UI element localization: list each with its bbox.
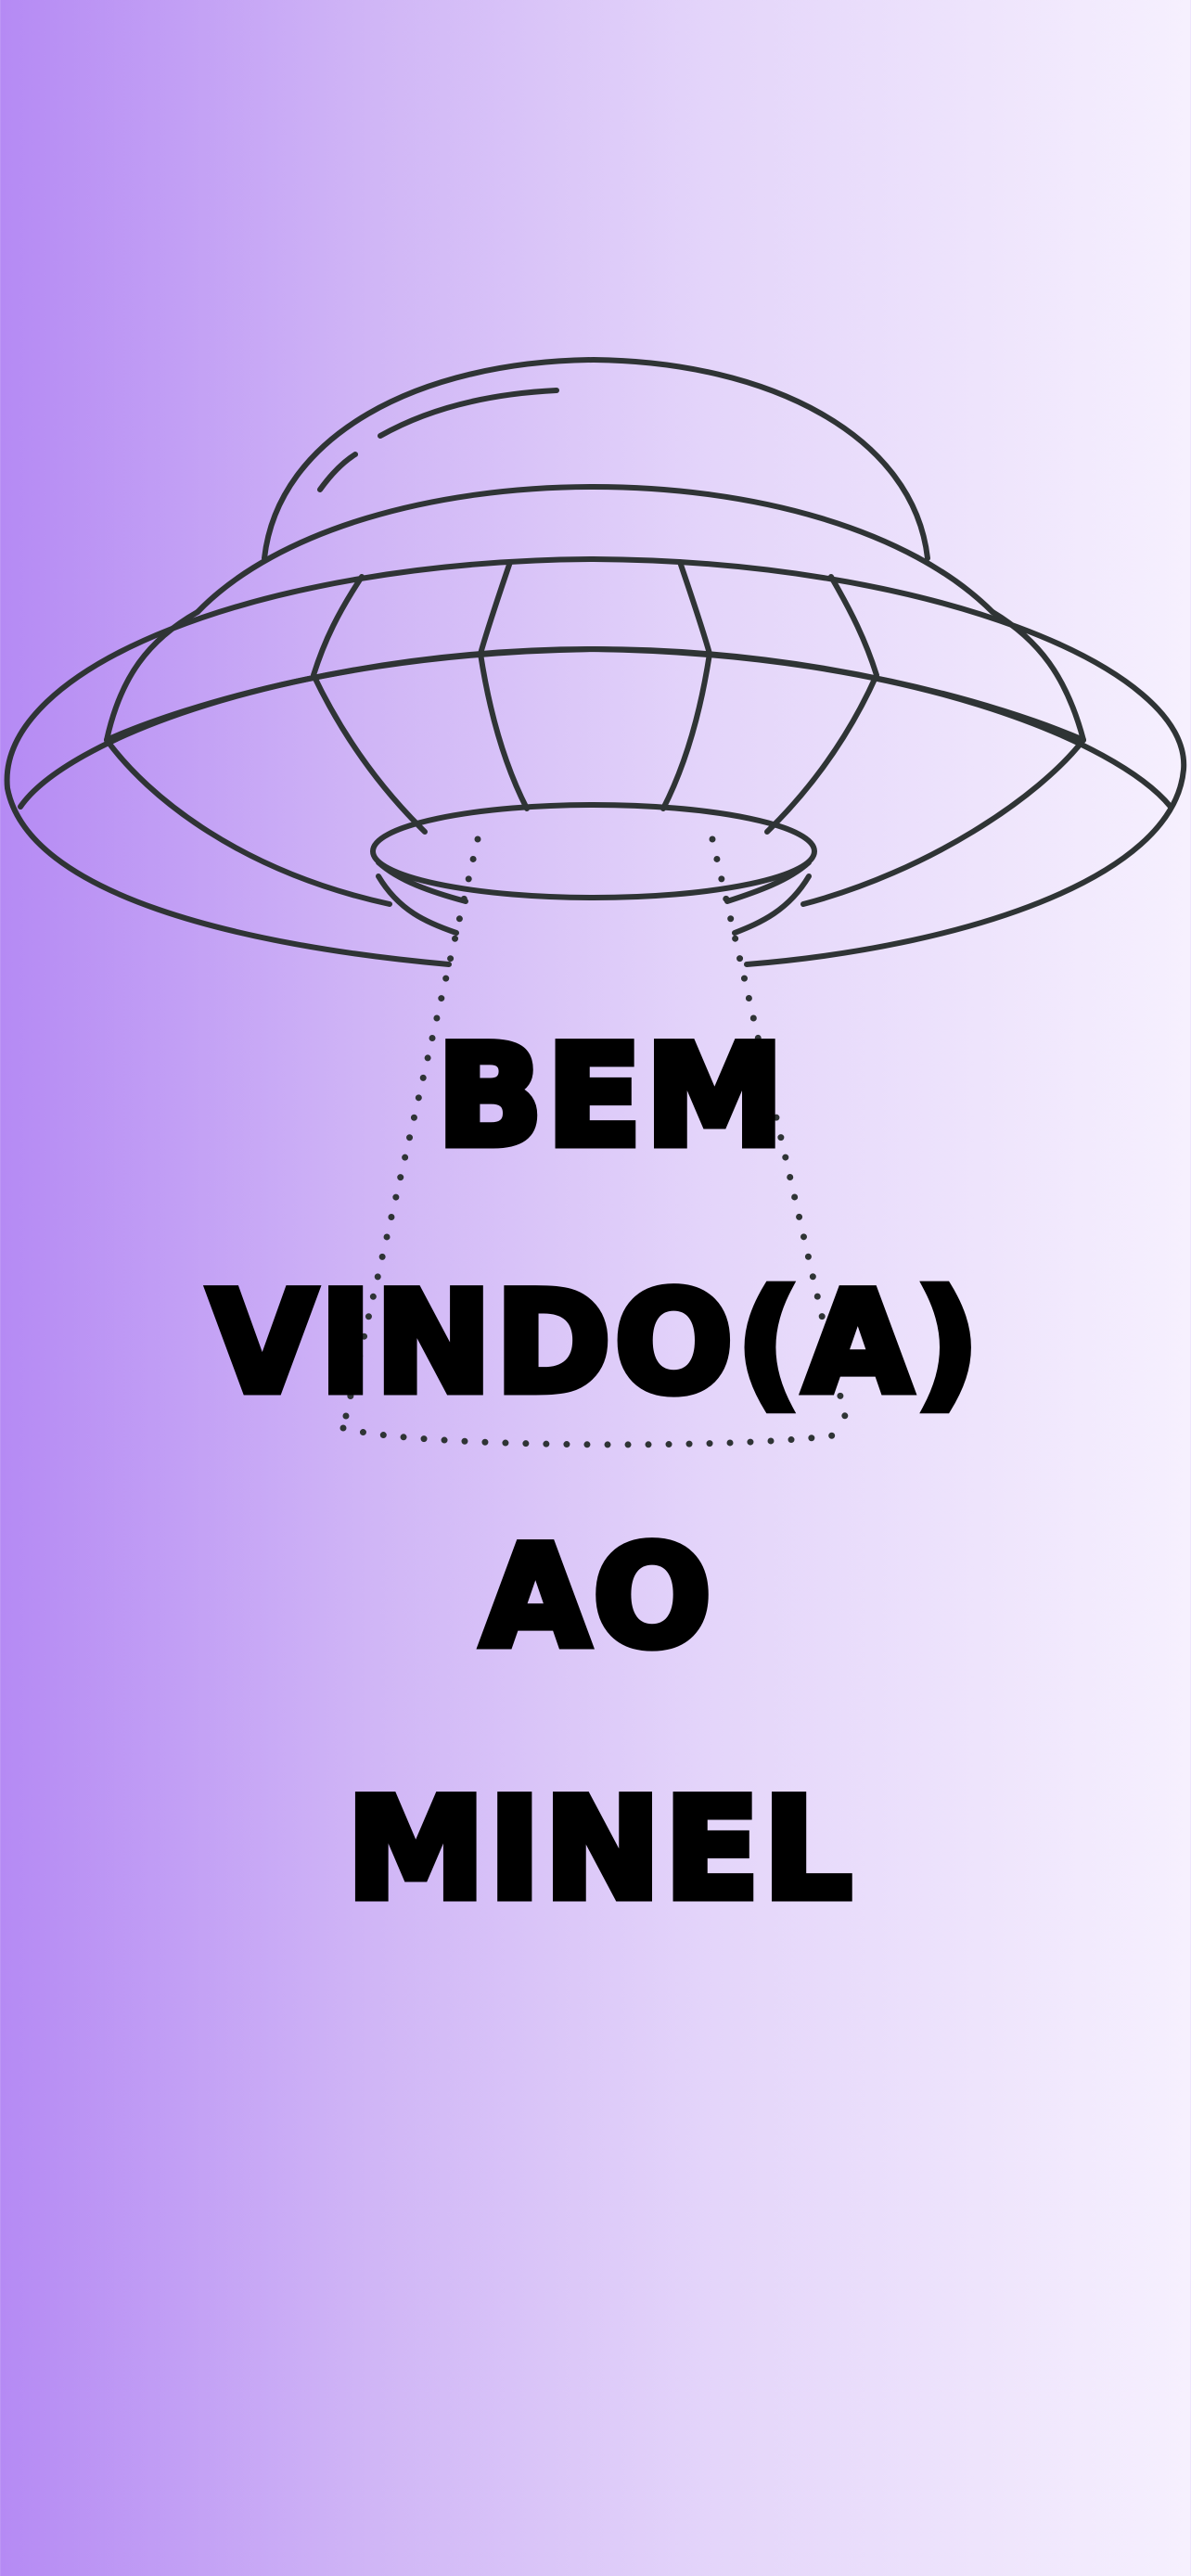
saucer-band (20, 649, 1171, 807)
headline-line-3: AO (481, 1517, 715, 1678)
saucer-lower (803, 740, 1083, 904)
saucer-lower (107, 740, 390, 904)
saucer-rib (480, 562, 527, 809)
saucer-rib (314, 577, 425, 832)
saucer-rib (663, 562, 710, 809)
dome-highlight (320, 454, 355, 490)
saucer-rib (767, 577, 877, 832)
headline-line-4: MINEL (346, 1769, 856, 1931)
headline-line-2: VINDO(A) (208, 1263, 983, 1424)
ufo-dome (264, 360, 928, 558)
ufo-hatch (373, 805, 814, 898)
saucer-top (198, 487, 992, 612)
headline-line-1: BEM (436, 1016, 788, 1178)
